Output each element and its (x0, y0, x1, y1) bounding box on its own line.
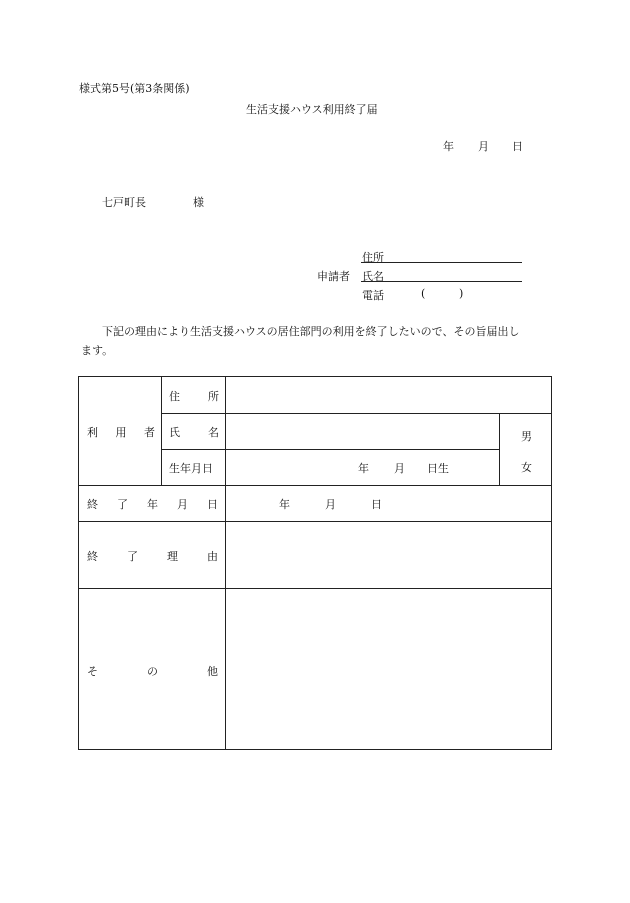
addressee-honorific: 様 (193, 196, 204, 209)
phone-paren-open: ( (421, 287, 426, 300)
phone-paren-close: ) (459, 287, 464, 300)
address-row-label: 住 所 (169, 390, 219, 403)
form-number: 様式第5号(第3条関係) (79, 82, 190, 95)
end-reason-field[interactable] (226, 522, 551, 587)
table-vline-user (161, 377, 162, 485)
dob-month: 月 (394, 462, 405, 475)
name-field[interactable] (226, 414, 498, 448)
dob-day: 日生 (427, 462, 449, 475)
applicant-phone-label: 電話 (362, 289, 384, 302)
end-date-month: 月 (325, 498, 336, 511)
end-date-day: 日 (371, 498, 382, 511)
body-text-line2: ます。 (81, 344, 114, 357)
table-hline-2 (161, 449, 499, 450)
name-row-label: 氏 名 (169, 426, 219, 439)
applicant-address-label: 住所 (362, 251, 384, 264)
address-underline (361, 262, 522, 263)
termination-form-table (78, 376, 552, 750)
sex-female[interactable]: 女 (521, 461, 532, 474)
name-underline (361, 281, 522, 282)
end-date-year: 年 (279, 498, 290, 511)
other-label: そ の 他 (87, 665, 218, 678)
table-vline-sex (499, 413, 500, 485)
end-date-label: 終 了 年 月 日 (87, 498, 218, 511)
date-year: 年 (443, 140, 454, 153)
addressee-name: 七戸町長 (102, 196, 146, 209)
sex-male[interactable]: 男 (521, 430, 532, 443)
end-reason-label: 終 了 理 由 (87, 550, 218, 563)
applicant-label: 申請者 (317, 270, 350, 283)
body-text-line1: 下記の理由により生活支援ハウスの居住部門の利用を終了したいので、その旨届出し (102, 325, 520, 338)
user-label: 利 用 者 (87, 426, 155, 439)
table-hline-3 (79, 485, 552, 486)
date-month: 月 (478, 140, 489, 153)
address-field[interactable] (226, 378, 551, 412)
applicant-name-label: 氏名 (362, 270, 384, 283)
other-field[interactable] (226, 589, 551, 749)
dob-row-label: 生年月日 (169, 462, 213, 475)
document-title: 生活支援ハウス利用終了届 (246, 103, 378, 116)
dob-year: 年 (358, 462, 369, 475)
date-day: 日 (512, 140, 523, 153)
